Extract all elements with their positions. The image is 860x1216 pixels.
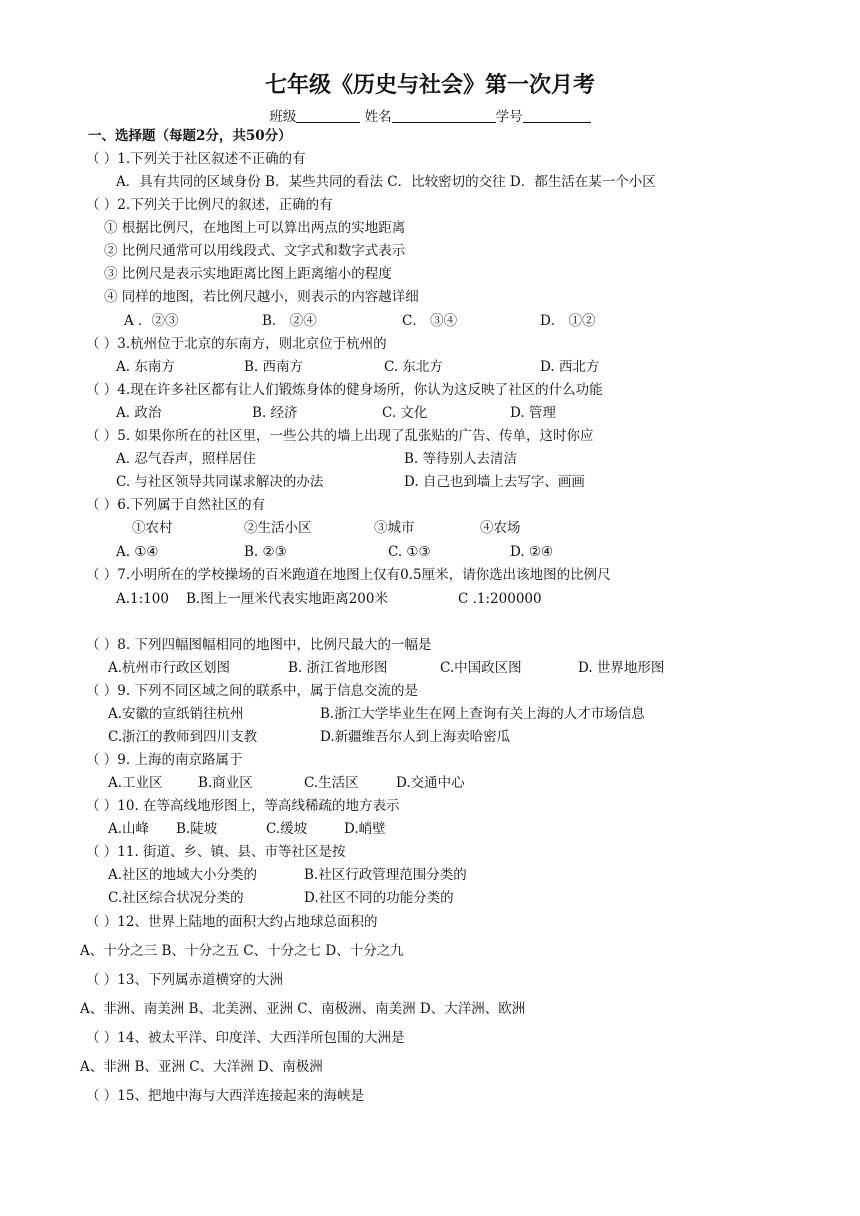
option-b: B.社区行政管理范围分类的	[304, 867, 467, 883]
question-stem: （ ）14、被太平洋、印度洋、大西洋所包围的大洲是	[86, 1030, 405, 1046]
statement-item: ③城市	[374, 520, 415, 536]
option-b: B. 浙江省地形图	[288, 660, 388, 676]
option-d: D.新疆维吾尔人到上海卖哈密瓜	[320, 729, 511, 745]
student-info	[0, 105, 860, 125]
option-a: A.安徽的宣纸销往杭州	[108, 706, 244, 722]
option-b: B. ②③	[244, 544, 287, 560]
option-c: C.浙江的教师到四川支教	[108, 729, 258, 745]
statement-item: ③ 比例尺是表示实地距离比图上距离缩小的程度	[104, 266, 392, 282]
question-stem: （ ）9. 下列不同区域之间的联系中，属于信息交流的是	[86, 683, 418, 699]
question-stem: （ ）10. 在等高线地形图上，等高线稀疏的地方表示	[86, 798, 400, 814]
question-stem: （ ）8. 下列四幅图幅相同的地图中，比例尺最大的一幅是	[86, 637, 432, 653]
statement-item: ① 根据比例尺，在地图上可以算出两点的实地距离	[104, 220, 406, 236]
id-blank[interactable]	[523, 108, 591, 123]
option-d: D. ②④	[510, 544, 554, 560]
option-a: A.杭州市行政区划图	[108, 660, 231, 676]
option-d: D. 世界地形图	[578, 660, 665, 676]
option-b: B.商业区	[198, 775, 253, 791]
statement-item: ④农场	[480, 520, 521, 536]
question-options: A、非洲 B、亚洲 C、大洋洲 D、南极洲	[80, 1059, 323, 1075]
statement-item: ② 比例尺通常可以用线段式、文字式和数字式表示	[104, 243, 406, 259]
option-a: A. 东南方	[116, 359, 175, 375]
option-c: C.社区综合状况分类的	[108, 890, 244, 906]
statement-item: ②生活小区	[244, 520, 312, 536]
option-d: D. 西北方	[540, 359, 600, 375]
option-b: B.浙江大学毕业生在网上查询有关上海的人才市场信息	[320, 706, 645, 722]
option-a: A ．②③	[124, 313, 179, 329]
question-stem: （ ）5. 如果你所在的社区里，一些公共的墙上出现了乱张贴的广告、传单，这时你应	[86, 428, 594, 444]
option-b: B.图上一厘米代表实地距离200米	[186, 591, 388, 607]
option-a: A.山峰	[108, 821, 150, 837]
option-a: A.1:100	[116, 591, 169, 607]
option-c: C.生活区	[304, 775, 359, 791]
option-d: D． ①②	[540, 313, 596, 329]
question-stem: （ ）11. 街道、乡、镇、县、市等社区是按	[86, 844, 346, 860]
question-stem: （ ）9. 上海的南京路属于	[86, 752, 243, 768]
option-c: C. 东北方	[384, 359, 443, 375]
option-a: A.社区的地域大小分类的	[108, 867, 258, 883]
id-label: 学号	[495, 109, 523, 125]
question-options: A、十分之三 B、十分之五 C、十分之七 D、十分之九	[80, 943, 404, 959]
page-title: 七年级《历史与社会》第一次月考	[264, 72, 595, 98]
option-d: D.峭壁	[344, 821, 386, 837]
option-c: C.中国政区图	[440, 660, 522, 676]
question-stem: （ ）3.杭州位于北京的东南方，则北京位于杭州的	[86, 336, 387, 352]
question-stem: （ ）7.小明所在的学校操场的百米跑道在地图上仅有0.5厘米，请你选出该地图的比例尺	[86, 567, 611, 583]
option-d: D. 管理	[510, 405, 556, 421]
question-stem: （ ）6.下列属于自然社区的有	[86, 497, 266, 513]
option-b: B. 等待别人去清洁	[404, 451, 518, 467]
option-d: D. 自己也到墙上去写字、画画	[404, 474, 585, 490]
option-c: C. 文化	[382, 405, 428, 421]
class-label: 班级	[269, 109, 297, 125]
question-stem: （ ）13、下列属赤道横穿的大洲	[86, 972, 283, 988]
statement-item: ①农村	[132, 520, 173, 536]
option-c: C． ③④	[402, 313, 458, 329]
option-b: B. 经济	[252, 405, 298, 421]
option-d: D.交通中心	[396, 775, 465, 791]
class-blank[interactable]	[296, 108, 360, 123]
option-c: C. ①③	[388, 544, 431, 560]
option-b: B. 西南方	[244, 359, 304, 375]
section-heading: 一、选择题（每题2分，共50分）	[88, 128, 292, 144]
question-stem: （ ）4.现在许多社区都有让人们锻炼身体的健身场所，你认为这反映了社区的什么功能	[86, 382, 603, 398]
question-options: A．具有共同的区域身份 B．某些共同的看法 C．比较密切的交往 D．都生活在某一个小区	[116, 174, 656, 190]
name-blank[interactable]	[392, 108, 496, 123]
question-stem: （ ）2.下列关于比例尺的叙述，正确的有	[86, 197, 333, 213]
option-c: C. 与社区领导共同谋求解决的办法	[116, 474, 324, 490]
option-a: A. 政治	[116, 405, 162, 421]
question-stem: （ ）1.下列关于社区叙述不正确的有	[86, 151, 306, 167]
option-a: A.工业区	[108, 775, 163, 791]
name-label: 姓名	[364, 109, 392, 125]
option-d: D.社区不同的功能分类的	[304, 890, 454, 906]
question-stem: （ ）15、把地中海与大西洋连接起来的海峡是	[86, 1088, 364, 1104]
question-options: A、非洲、南美洲 B、北美洲、亚洲 C、南极洲、南美洲 D、大洋洲、欧洲	[80, 1001, 526, 1017]
option-a: A. ①④	[116, 544, 159, 560]
question-stem: （ ）12、世界上陆地的面积大约占地球总面积的	[86, 914, 378, 930]
option-a: A. 忍气吞声，照样居住	[116, 451, 256, 467]
option-b: B.陡坡	[176, 821, 218, 837]
option-c: C .1:200000	[458, 591, 542, 607]
option-c: C.缓坡	[266, 821, 308, 837]
option-b: B． ②④	[262, 313, 317, 329]
statement-item: ④ 同样的地图，若比例尺越小，则表示的内容越详细	[104, 289, 419, 305]
